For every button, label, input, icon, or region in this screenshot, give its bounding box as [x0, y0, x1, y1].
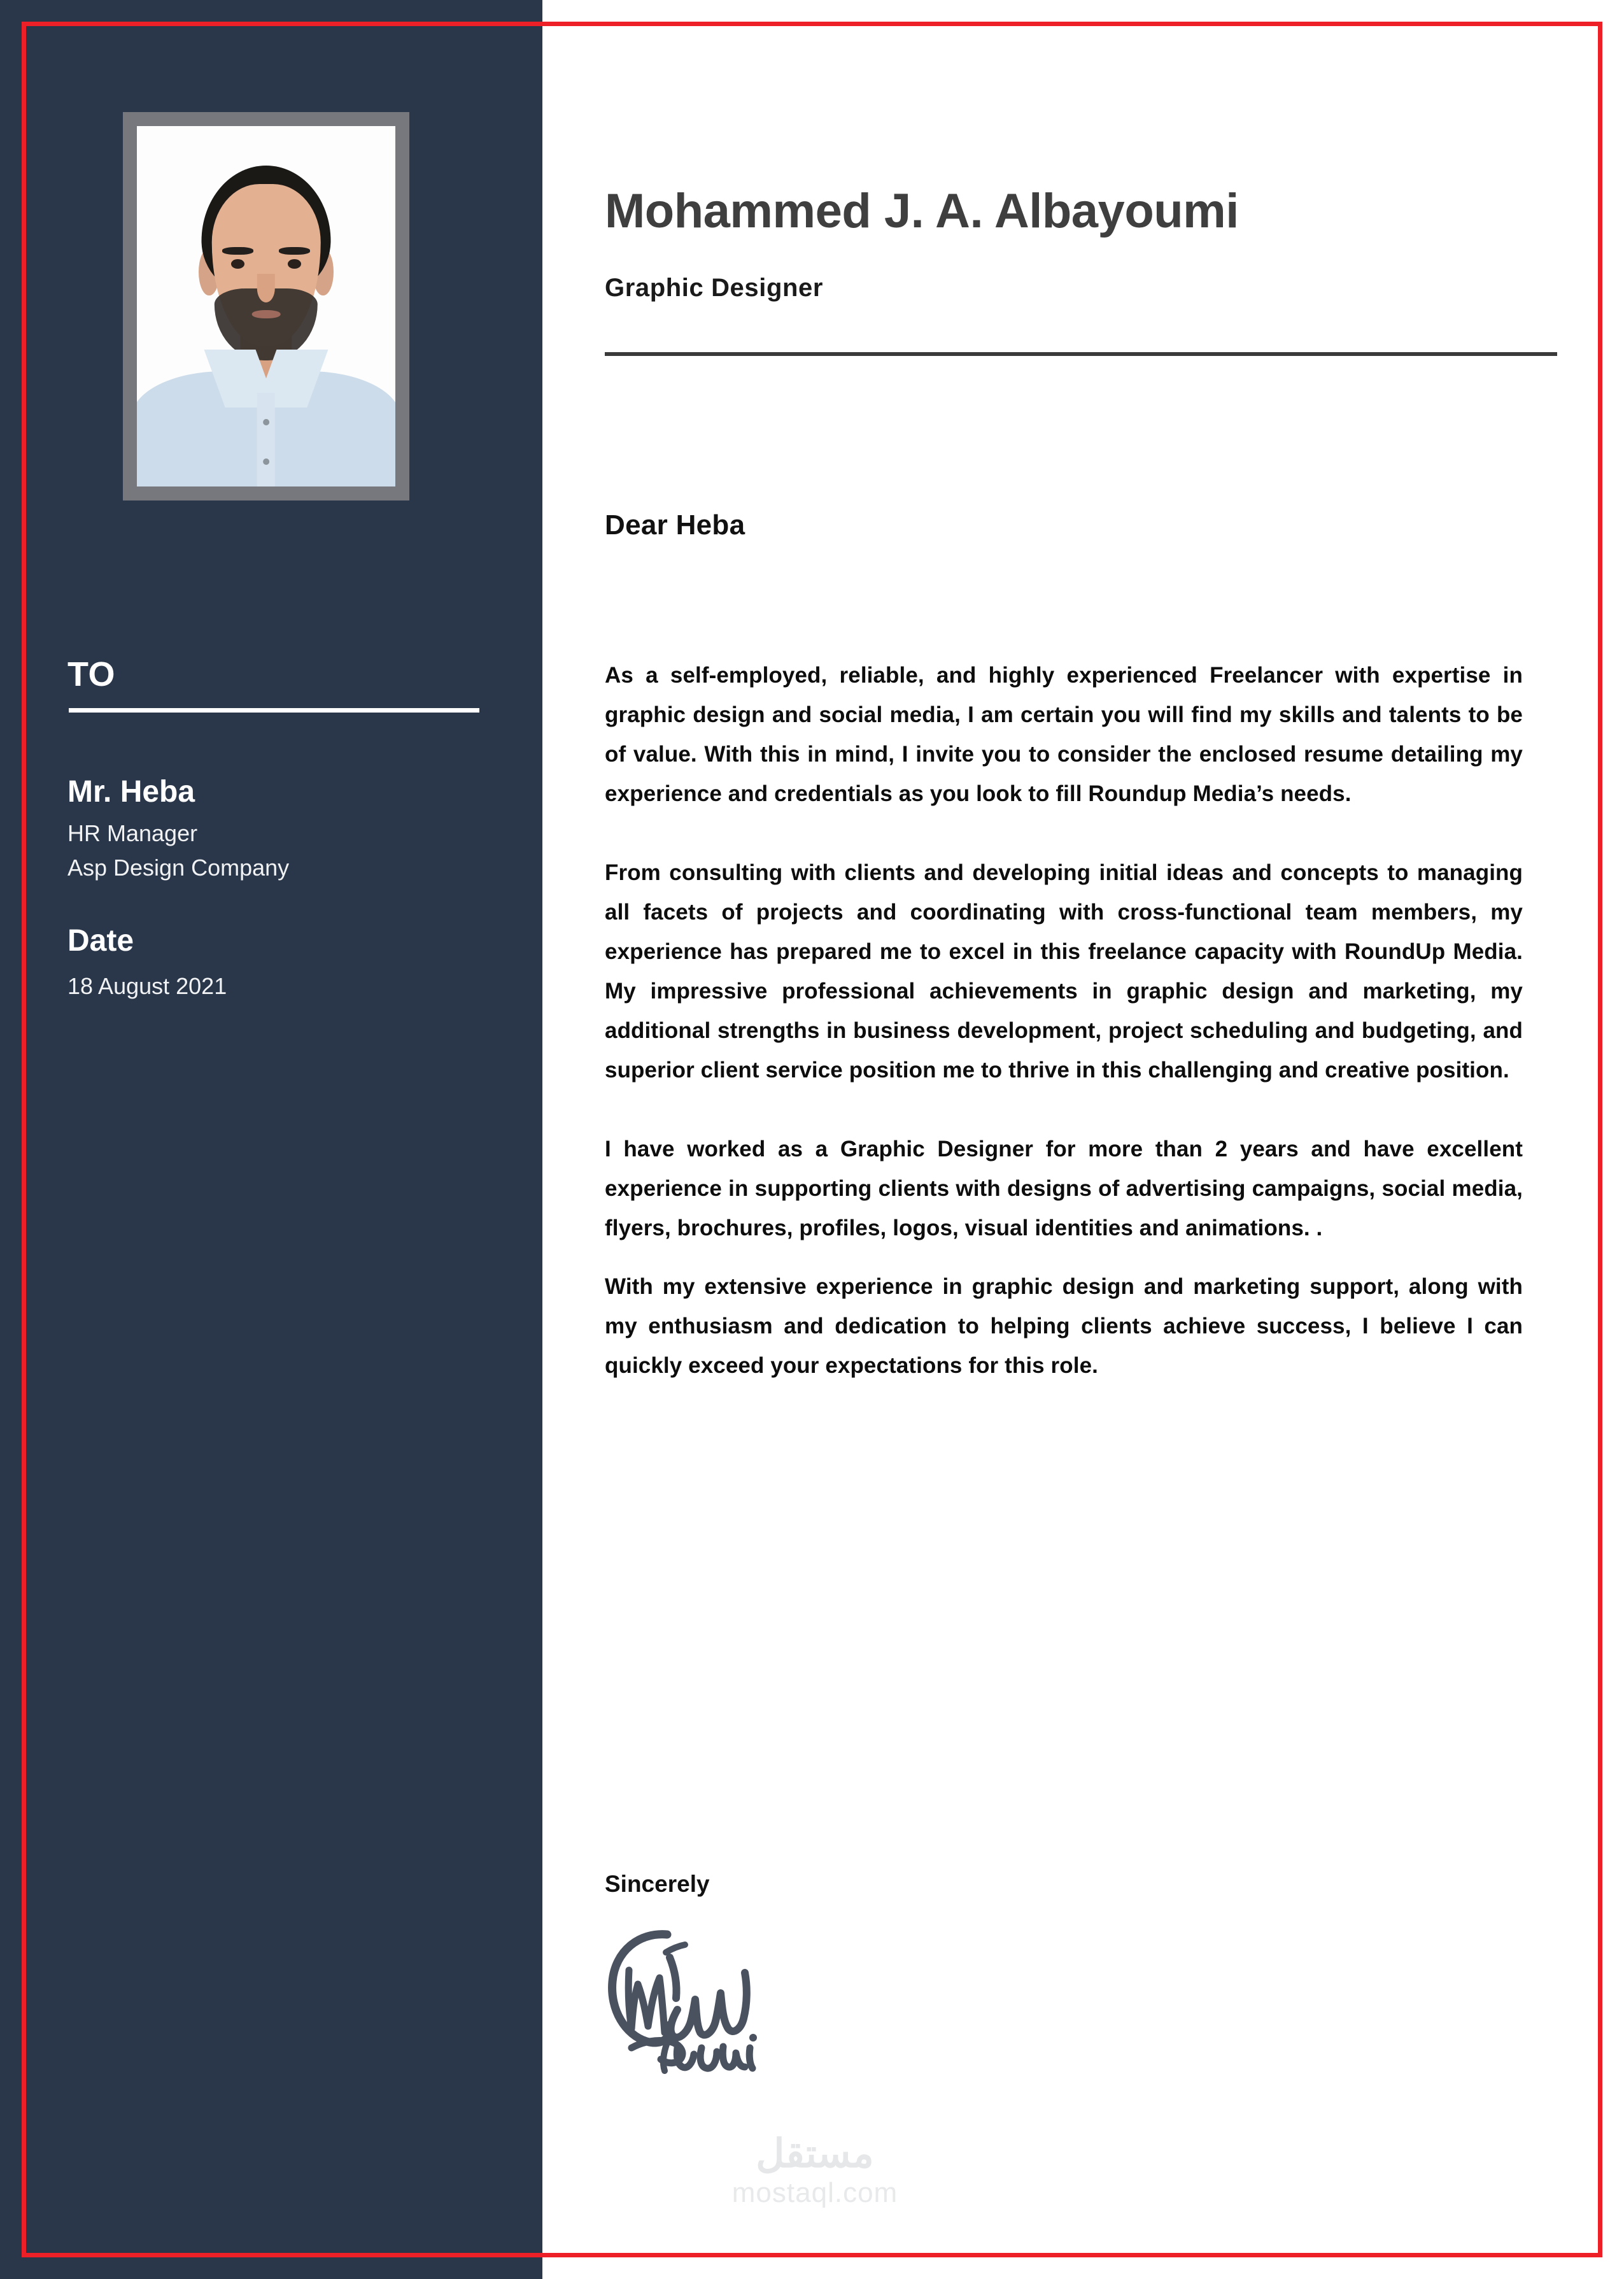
portrait-eyebrow-right — [279, 247, 310, 255]
letter-body — [605, 656, 1523, 1425]
letter-greeting: Dear Heba — [605, 509, 745, 541]
letter-paragraph: With my extensive experience in graphic design and marketing support, along with my enthusiasm and dedication to helping clients achieve success, I believe I can quickly exceed your expectations for this role. — [605, 1274, 1523, 1378]
to-heading-underline — [69, 708, 479, 713]
portrait-shirt-placket — [257, 393, 275, 486]
portrait-mouth — [252, 310, 281, 319]
letter-paragraph: I have worked as a Graphic Designer for more than 2 years and have excellent experience in supporting clients with designs of advertising campaigns, social media, flyers, brochures, profiles, logos, visual identities and animations. . — [605, 1137, 1523, 1240]
to-heading: TO — [67, 655, 116, 693]
watermark-domain: mostaql.com — [731, 2177, 898, 2208]
portrait-shirt-button-top — [263, 419, 269, 425]
signature-mark — [606, 1923, 797, 2076]
date-value: 18 August 2021 — [67, 973, 227, 999]
portrait-shirt-button-bottom — [263, 458, 269, 465]
portrait-eyebrow-left — [222, 247, 253, 255]
portrait-photo-frame — [123, 112, 409, 501]
letter-paragraph: From consulting with clients and developing initial ideas and concepts to managing all facets of projects and coordinating with cross-functional team members, my experience has prepared me to excel in this freelance capacity with RoundUp Media. My impressive professional achievements in graphic design and marketing, my additional strengths in business development, project scheduling and budgeting, and superior client service position me to thrive in this challenging and creative position. — [605, 860, 1523, 1083]
recipient-role: HR Manager — [67, 820, 198, 846]
letter-paragraph: As a self-employed, reliable, and highly experienced Freelancer with expertise in graphic design and social media, I am certain you will find my skills and talents to be of value. With this in mind, I invite you to consider the enclosed resume detailing my experience and credentials as you look to fill Roundup Media’s needs. — [605, 663, 1523, 806]
page-title: Mohammed J. A. Albayoumi — [605, 184, 1239, 238]
portrait-photo — [137, 126, 395, 486]
watermark — [675, 2134, 955, 2210]
letter-signoff: Sincerely — [605, 1871, 710, 1897]
date-heading: Date — [67, 924, 134, 958]
portrait-eye-right — [288, 259, 301, 269]
recipient-company: Asp Design Company — [67, 855, 290, 881]
recipient-name: Mr. Heba — [67, 775, 195, 809]
header-divider — [605, 352, 1557, 356]
watermark-arabic-logo: مستقل — [756, 2132, 874, 2176]
job-title: Graphic Designer — [605, 274, 824, 302]
